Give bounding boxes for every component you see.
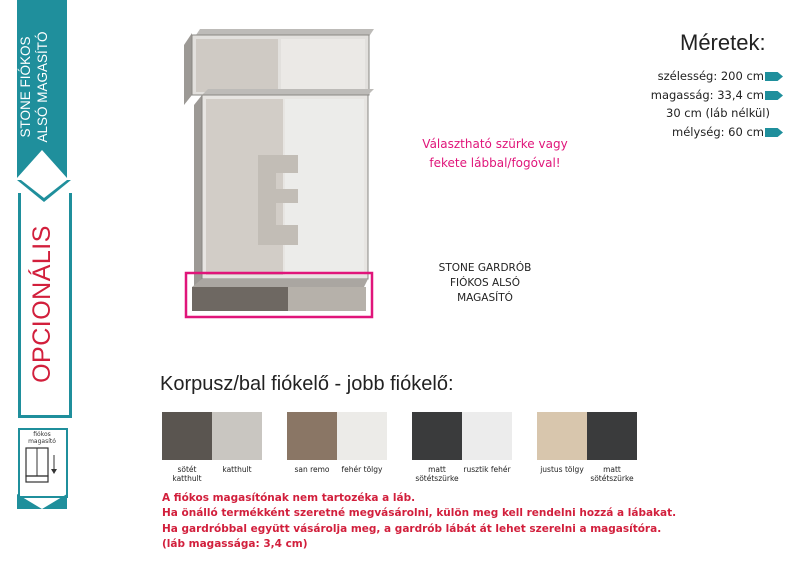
riser-icon-label: fiókos magasító (28, 431, 56, 445)
dim-height-row (651, 88, 764, 102)
swatch-2-left (287, 412, 337, 460)
stone-pattern (258, 155, 298, 245)
top-cabinet-side (184, 33, 192, 105)
riser-drawer-right (288, 287, 366, 311)
ribbon-title (17, 0, 67, 179)
swatch-3-right (462, 412, 512, 460)
leg-option-note (395, 135, 595, 173)
note-line4: (láb magassága: 3,4 cm) (162, 537, 308, 550)
note-line2: Ha önálló termékként szeretné megvásárolni, külön meg kell rendelni hozzá a lábakat. (162, 507, 677, 520)
wardrobe-riser-icon (25, 447, 59, 485)
top-cabinet-door-left (196, 39, 278, 92)
swatch-3-left-label: matt sötétszürke (415, 465, 459, 483)
dim-width: szélesség: 200 cm (657, 69, 764, 83)
product-name (425, 261, 545, 306)
swatch-2-right (337, 412, 387, 460)
dim-height-note: 30 cm (láb nélkül) (666, 106, 770, 120)
swatch-1-right (212, 412, 262, 460)
swatch-3-left (412, 412, 462, 460)
swatch-4-right-label: matt sötétszürke (590, 465, 634, 483)
product-name-line2: FIÓKOS ALSÓ (450, 277, 520, 289)
ribbon-title-line1: STONE FIÓKOS (18, 36, 33, 138)
riser-top (192, 279, 368, 287)
notes-block (162, 491, 676, 552)
swatch-4-left (537, 412, 587, 460)
product-name-line1: STONE GARDRÓB (438, 262, 532, 274)
dim-depth-row (672, 125, 764, 139)
dim-width-arrow (765, 72, 783, 81)
dimensions-title: Méretek: (680, 30, 766, 55)
product-name-line3: MAGASÍTÓ (457, 292, 513, 304)
swatch-4-left-label: justus tölgy (540, 465, 584, 474)
leg-note-line2: fekete lábbal/fogóval! (429, 156, 561, 170)
main-roof (202, 89, 374, 95)
note-line3: Ha gardróbbal együtt vásárolja meg, a gardrób lábát át lehet szerelni a magasítóra. (162, 522, 662, 535)
swatch-1-right-label: katthult (222, 465, 252, 474)
swatch-1-left-label: sötét katthult (172, 465, 202, 483)
swatch-2-right-label: fehér tölgy (341, 465, 383, 474)
color-options-title: Korpusz/bal fiókelő - jobb fiókelő: (160, 373, 454, 395)
dim-depth-arrow (765, 128, 783, 137)
swatch-3-right-label: rusztik fehér (463, 465, 511, 474)
dim-height-arrow (765, 91, 783, 100)
main-door-right (285, 99, 364, 275)
swatch-2-left-label: san remo (294, 465, 330, 474)
dim-width-row (658, 69, 764, 83)
note-line1: A fiókos magasítónak nem tartozéka a láb. (162, 492, 416, 504)
main-side (194, 95, 202, 287)
ribbon-title-line2: ALSÓ MAGASÍTÓ (35, 31, 50, 143)
swatch-1-left (162, 412, 212, 460)
wardrobe-illustration (178, 25, 378, 325)
leg-note-line1: Választható szürke vagy (422, 137, 568, 151)
dim-depth: mélység: 60 cm (672, 125, 764, 139)
optional-chevron-inner (21, 180, 67, 198)
top-cabinet-door-right (281, 39, 365, 92)
dim-height: magasság: 33,4 cm (650, 88, 764, 102)
swatch-4-right (587, 412, 637, 460)
optional-label: OPCIONÁLIS (28, 225, 56, 383)
ribbon-bottom-tail (17, 494, 67, 509)
